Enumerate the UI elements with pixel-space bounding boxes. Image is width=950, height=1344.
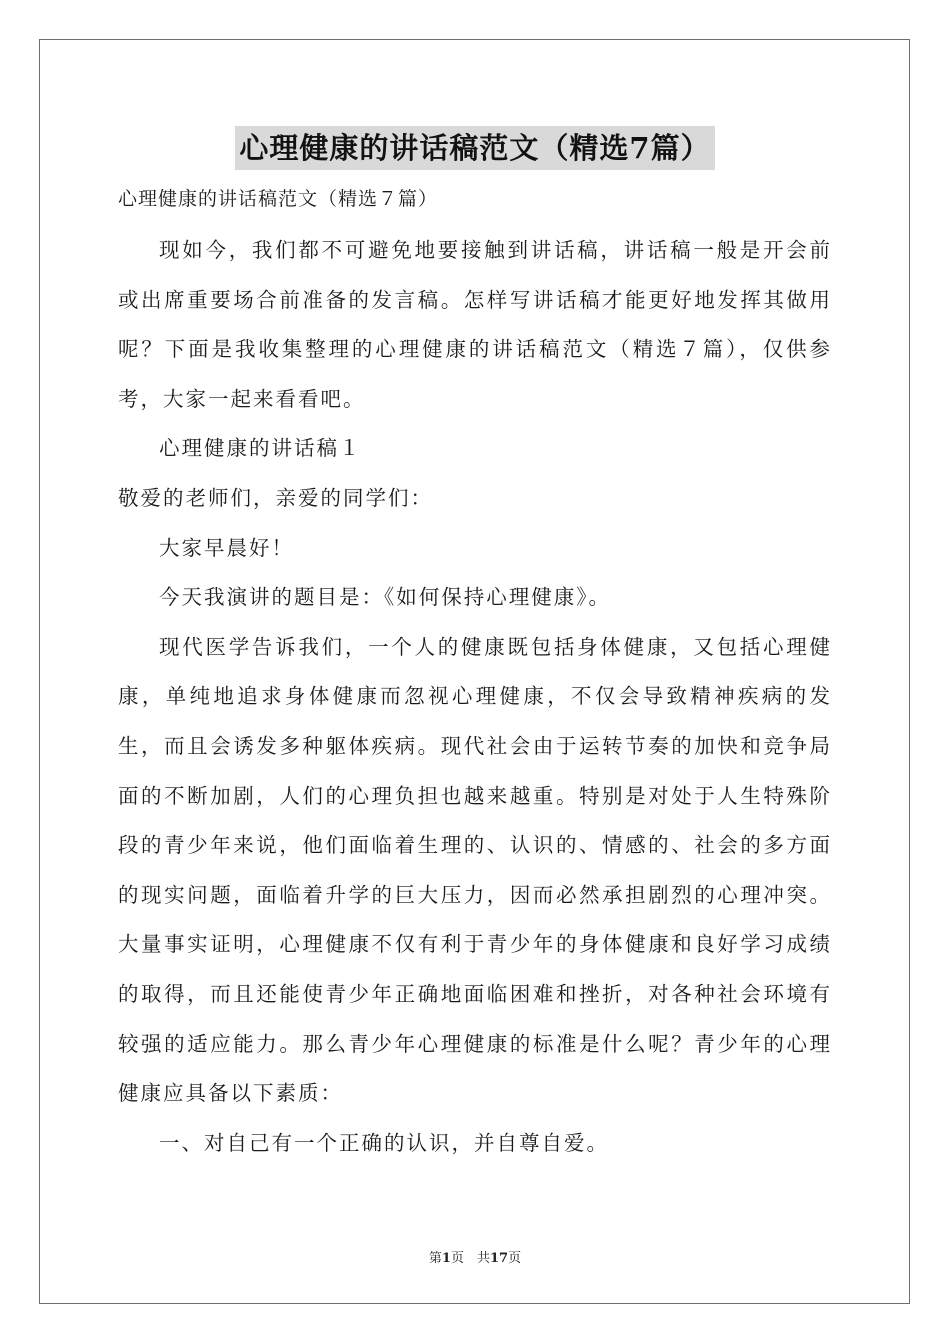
document-subtitle: 心理健康的讲话稿范文（精选７篇）	[118, 188, 439, 210]
greeting: 大家早晨好！	[159, 535, 294, 560]
intro-paragraph: 现如今，我们都不可避免地要接触到讲话稿，讲话稿一般是开会前或出席重要场合前准备的发言稿。怎样写讲话稿才能更好地发挥其做用呢？下面是我收集整理的心理健康的讲话稿范文（精选７篇），仅供参考，大家一起来看看吧。	[118, 238, 832, 411]
total-page-count: 17	[489, 1251, 509, 1266]
list-item: 一、对自己有一个正确的认识，并自尊自爱。	[159, 1130, 609, 1155]
section-heading: 心理健康的讲话稿１	[159, 436, 362, 461]
footer-prefix: 第	[428, 1251, 442, 1266]
document-body	[118, 226, 832, 1168]
document-title-text: 心理健康的讲话稿范文（精选7篇）	[235, 126, 714, 170]
footer-suffix: 页	[508, 1251, 522, 1266]
salutation: 敬爱的老师们，亲爱的同学们：	[118, 485, 433, 510]
document-title	[0, 126, 950, 170]
body-paragraph: 现代医学告诉我们，一个人的健康既包括身体健康，又包括心理健康，单纯地追求身体健康而忽视心理健康，不仅会导致精神疾病的发生，而且会诱发多种躯体疾病。现代社会由于运转节奏的加快和竞争局面的不断加剧，人们的心理负担也越来越重。特别是对处于人生特殊阶段的青少年来说，他们面临着生理的、认识的、情感的、社会的多方面的现实问题，面临着升学的巨大压力，因而必然承担剧烈的心理冲突。大量事实证明，心理健康不仅有利于青少年的身体健康和良好学习成绩的取得，而且还能使青少年正确地面临困难和挫折，对各种社会环境有较强的适应能力。那么青少年心理健康的标准是什么呢？青少年的心理健康应具备以下素质：	[118, 634, 832, 1106]
speech-topic: 今天我演讲的题目是：《如何保持心理健康》。	[159, 585, 611, 610]
current-page-number: 1	[441, 1251, 451, 1266]
footer-mid: 页 共	[450, 1251, 490, 1266]
page-footer	[0, 1247, 950, 1266]
